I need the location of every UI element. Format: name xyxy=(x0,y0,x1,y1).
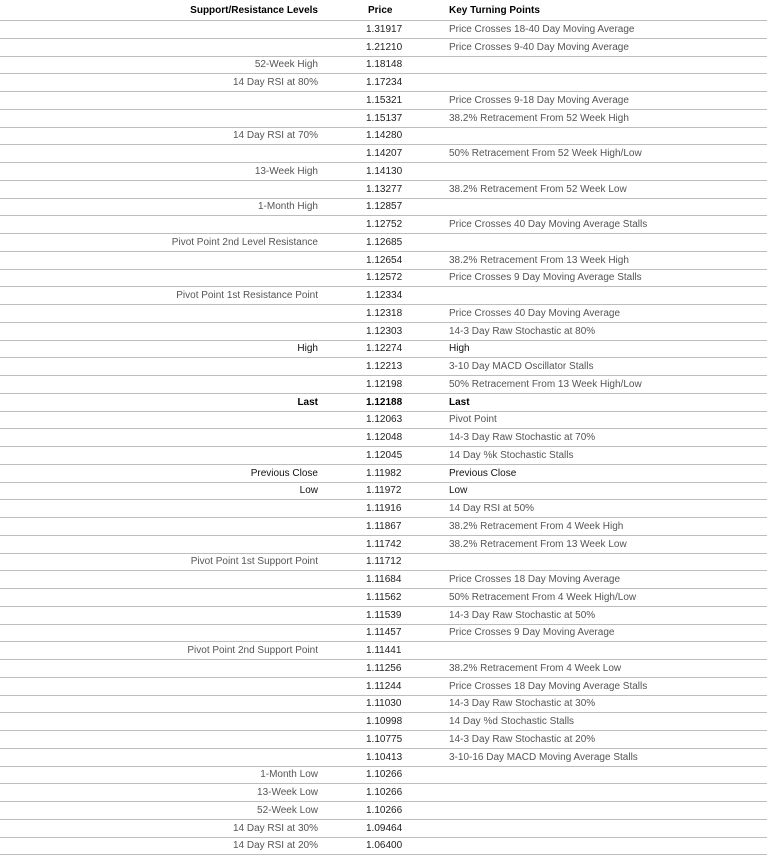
table-row xyxy=(0,819,767,837)
price-cell: 1.10413 xyxy=(330,748,408,766)
price-cell: 1.06400 xyxy=(330,837,408,855)
table-row xyxy=(0,571,767,589)
table-row xyxy=(0,145,767,163)
key-turning-point-cell xyxy=(408,198,767,216)
key-turning-point-cell xyxy=(408,287,767,305)
header-price: Price xyxy=(330,0,408,21)
support-resistance-cell xyxy=(0,322,330,340)
price-cell: 1.12045 xyxy=(330,447,408,465)
table-row xyxy=(0,589,767,607)
price-cell: 1.10266 xyxy=(330,802,408,820)
support-resistance-cell xyxy=(0,429,330,447)
support-resistance-cell xyxy=(0,606,330,624)
table-row xyxy=(0,802,767,820)
price-cell: 1.12303 xyxy=(330,322,408,340)
table-row xyxy=(0,251,767,269)
table-row xyxy=(0,411,767,429)
price-cell: 1.10266 xyxy=(330,766,408,784)
table-row xyxy=(0,358,767,376)
support-resistance-cell: Previous Close xyxy=(0,464,330,482)
table-row xyxy=(0,376,767,394)
price-cell: 1.11562 xyxy=(330,589,408,607)
table-row xyxy=(0,305,767,323)
table-row xyxy=(0,163,767,181)
table-row xyxy=(0,38,767,56)
key-turning-point-cell: Price Crosses 9 Day Moving Average xyxy=(408,624,767,642)
price-cell: 1.12274 xyxy=(330,340,408,358)
price-cell: 1.11867 xyxy=(330,518,408,536)
support-resistance-cell xyxy=(0,305,330,323)
support-resistance-cell: 14 Day RSI at 30% xyxy=(0,819,330,837)
key-turning-point-cell: Price Crosses 18-40 Day Moving Average xyxy=(408,21,767,39)
support-resistance-cell: 13-Week High xyxy=(0,163,330,181)
header-support-resistance: Support/Resistance Levels xyxy=(0,0,330,21)
key-turning-point-cell: 38.2% Retracement From 52 Week High xyxy=(408,109,767,127)
key-turning-point-cell: 14 Day %d Stochastic Stalls xyxy=(408,713,767,731)
key-turning-point-cell: 14 Day %k Stochastic Stalls xyxy=(408,447,767,465)
key-turning-point-cell: 14-3 Day Raw Stochastic at 30% xyxy=(408,695,767,713)
table-row xyxy=(0,234,767,252)
support-resistance-cell xyxy=(0,518,330,536)
support-resistance-cell: High xyxy=(0,340,330,358)
key-turning-point-cell: 14 Day RSI at 50% xyxy=(408,500,767,518)
key-turning-point-cell: 3-10 Day MACD Oscillator Stalls xyxy=(408,358,767,376)
key-turning-point-cell: 50% Retracement From 4 Week High/Low xyxy=(408,589,767,607)
key-turning-point-cell: Price Crosses 18 Day Moving Average xyxy=(408,571,767,589)
table-row xyxy=(0,56,767,74)
table-row xyxy=(0,269,767,287)
key-turning-point-cell: 38.2% Retracement From 13 Week High xyxy=(408,251,767,269)
price-cell: 1.11457 xyxy=(330,624,408,642)
key-turning-point-cell xyxy=(408,837,767,855)
table-row xyxy=(0,606,767,624)
key-turning-point-cell xyxy=(408,819,767,837)
support-resistance-cell xyxy=(0,695,330,713)
price-cell: 1.11256 xyxy=(330,660,408,678)
table-row xyxy=(0,553,767,571)
table-row xyxy=(0,766,767,784)
table-row xyxy=(0,322,767,340)
table-row xyxy=(0,748,767,766)
price-cell: 1.18148 xyxy=(330,56,408,74)
price-cell: 1.21210 xyxy=(330,38,408,56)
support-resistance-cell xyxy=(0,624,330,642)
support-resistance-cell: 52-Week Low xyxy=(0,802,330,820)
support-resistance-cell: 1-Month Low xyxy=(0,766,330,784)
support-resistance-cell xyxy=(0,358,330,376)
support-resistance-cell: 14 Day RSI at 20% xyxy=(0,837,330,855)
support-resistance-cell: Last xyxy=(0,393,330,411)
table-row xyxy=(0,287,767,305)
key-turning-point-cell xyxy=(408,784,767,802)
support-resistance-cell xyxy=(0,180,330,198)
support-resistance-cell xyxy=(0,21,330,39)
key-turning-point-cell: 14-3 Day Raw Stochastic at 70% xyxy=(408,429,767,447)
table-row xyxy=(0,677,767,695)
header-key-turning-points: Key Turning Points xyxy=(408,0,767,21)
support-resistance-cell xyxy=(0,677,330,695)
table-row xyxy=(0,429,767,447)
table-row xyxy=(0,482,767,500)
key-turning-point-cell: Price Crosses 18 Day Moving Average Stalls xyxy=(408,677,767,695)
table-row xyxy=(0,624,767,642)
support-resistance-cell: 52-Week High xyxy=(0,56,330,74)
support-resistance-cell xyxy=(0,660,330,678)
support-resistance-cell: Pivot Point 1st Support Point xyxy=(0,553,330,571)
support-resistance-cell xyxy=(0,500,330,518)
key-turning-point-cell: Price Crosses 9-40 Day Moving Average xyxy=(408,38,767,56)
price-cell: 1.12188 xyxy=(330,393,408,411)
key-turning-point-cell: 14-3 Day Raw Stochastic at 50% xyxy=(408,606,767,624)
price-cell: 1.14280 xyxy=(330,127,408,145)
key-turning-point-cell: 38.2% Retracement From 4 Week Low xyxy=(408,660,767,678)
key-turning-point-cell: 38.2% Retracement From 52 Week Low xyxy=(408,180,767,198)
price-cell: 1.12048 xyxy=(330,429,408,447)
support-resistance-cell xyxy=(0,145,330,163)
support-resistance-cell: 14 Day RSI at 70% xyxy=(0,127,330,145)
price-cell: 1.10998 xyxy=(330,713,408,731)
price-cell: 1.12334 xyxy=(330,287,408,305)
price-cell: 1.11712 xyxy=(330,553,408,571)
price-cell: 1.12654 xyxy=(330,251,408,269)
table-row xyxy=(0,464,767,482)
price-cell: 1.15137 xyxy=(330,109,408,127)
key-turning-point-cell: Price Crosses 40 Day Moving Average Stalls xyxy=(408,216,767,234)
support-resistance-cell: Pivot Point 2nd Level Resistance xyxy=(0,234,330,252)
key-turning-point-cell xyxy=(408,163,767,181)
table-row xyxy=(0,109,767,127)
key-turning-point-cell xyxy=(408,642,767,660)
key-turning-point-cell xyxy=(408,56,767,74)
support-resistance-cell: Low xyxy=(0,482,330,500)
price-cell: 1.10775 xyxy=(330,731,408,749)
support-resistance-cell xyxy=(0,447,330,465)
support-resistance-cell xyxy=(0,571,330,589)
key-turning-point-cell: 50% Retracement From 13 Week High/Low xyxy=(408,376,767,394)
table-row xyxy=(0,731,767,749)
key-turning-point-cell: Price Crosses 9-18 Day Moving Average xyxy=(408,92,767,110)
price-cell: 1.31917 xyxy=(330,21,408,39)
price-cell: 1.11916 xyxy=(330,500,408,518)
price-cell: 1.14130 xyxy=(330,163,408,181)
price-cell: 1.11982 xyxy=(330,464,408,482)
support-resistance-cell xyxy=(0,251,330,269)
price-cell: 1.12213 xyxy=(330,358,408,376)
key-turning-point-cell: 38.2% Retracement From 4 Week High xyxy=(408,518,767,536)
price-cell: 1.12572 xyxy=(330,269,408,287)
table-row xyxy=(0,518,767,536)
support-resistance-cell: Pivot Point 2nd Support Point xyxy=(0,642,330,660)
support-resistance-cell xyxy=(0,216,330,234)
table-row xyxy=(0,180,767,198)
price-cell: 1.12752 xyxy=(330,216,408,234)
support-resistance-cell xyxy=(0,589,330,607)
table-row xyxy=(0,713,767,731)
key-turning-point-cell: Price Crosses 40 Day Moving Average xyxy=(408,305,767,323)
price-cell: 1.11684 xyxy=(330,571,408,589)
price-cell: 1.11441 xyxy=(330,642,408,660)
key-turning-point-cell xyxy=(408,234,767,252)
key-turning-point-cell: 14-3 Day Raw Stochastic at 80% xyxy=(408,322,767,340)
table-row xyxy=(0,695,767,713)
table-body xyxy=(0,21,767,855)
support-resistance-cell xyxy=(0,109,330,127)
price-cell: 1.12198 xyxy=(330,376,408,394)
table-row xyxy=(0,74,767,92)
support-resistance-cell: 1-Month High xyxy=(0,198,330,216)
key-turning-point-cell xyxy=(408,74,767,92)
table-row xyxy=(0,837,767,855)
price-cell: 1.12685 xyxy=(330,234,408,252)
table-header-row xyxy=(0,0,767,21)
table-row xyxy=(0,198,767,216)
key-turning-point-cell: Previous Close xyxy=(408,464,767,482)
table-row xyxy=(0,21,767,39)
price-cell: 1.11742 xyxy=(330,535,408,553)
table-row xyxy=(0,500,767,518)
key-turning-point-cell: Pivot Point xyxy=(408,411,767,429)
support-resistance-cell: 13-Week Low xyxy=(0,784,330,802)
price-cell: 1.11972 xyxy=(330,482,408,500)
key-turning-point-cell: Low xyxy=(408,482,767,500)
key-turning-point-cell: 3-10-16 Day MACD Moving Average Stalls xyxy=(408,748,767,766)
price-cell: 1.17234 xyxy=(330,74,408,92)
price-cell: 1.12063 xyxy=(330,411,408,429)
price-cell: 1.11539 xyxy=(330,606,408,624)
key-turning-point-cell: 38.2% Retracement From 13 Week Low xyxy=(408,535,767,553)
table-row xyxy=(0,92,767,110)
price-cell: 1.09464 xyxy=(330,819,408,837)
price-cell: 1.14207 xyxy=(330,145,408,163)
key-turning-point-cell xyxy=(408,127,767,145)
key-turning-point-cell: Price Crosses 9 Day Moving Average Stalls xyxy=(408,269,767,287)
key-turning-point-cell: Last xyxy=(408,393,767,411)
key-turning-point-cell: High xyxy=(408,340,767,358)
support-resistance-cell xyxy=(0,269,330,287)
support-resistance-cell: 14 Day RSI at 80% xyxy=(0,74,330,92)
table-row xyxy=(0,393,767,411)
table-row xyxy=(0,447,767,465)
key-turning-point-cell: 50% Retracement From 52 Week High/Low xyxy=(408,145,767,163)
key-turning-point-cell xyxy=(408,553,767,571)
price-cell: 1.12318 xyxy=(330,305,408,323)
support-resistance-cell xyxy=(0,411,330,429)
price-cell: 1.10266 xyxy=(330,784,408,802)
support-resistance-cell xyxy=(0,731,330,749)
table-row xyxy=(0,660,767,678)
table-row xyxy=(0,535,767,553)
support-resistance-cell xyxy=(0,535,330,553)
key-turning-point-cell xyxy=(408,802,767,820)
price-cell: 1.15321 xyxy=(330,92,408,110)
support-resistance-cell xyxy=(0,92,330,110)
table-row xyxy=(0,642,767,660)
price-cell: 1.11244 xyxy=(330,677,408,695)
support-resistance-cell xyxy=(0,38,330,56)
price-cell: 1.13277 xyxy=(330,180,408,198)
key-turning-point-cell xyxy=(408,766,767,784)
price-cell: 1.12857 xyxy=(330,198,408,216)
table-row xyxy=(0,127,767,145)
table-row xyxy=(0,784,767,802)
support-resistance-cell: Pivot Point 1st Resistance Point xyxy=(0,287,330,305)
table-row xyxy=(0,216,767,234)
price-cell: 1.11030 xyxy=(330,695,408,713)
key-turning-point-cell: 14-3 Day Raw Stochastic at 20% xyxy=(408,731,767,749)
support-resistance-cell xyxy=(0,376,330,394)
support-resistance-cell xyxy=(0,748,330,766)
support-resistance-cell xyxy=(0,713,330,731)
table-row xyxy=(0,340,767,358)
